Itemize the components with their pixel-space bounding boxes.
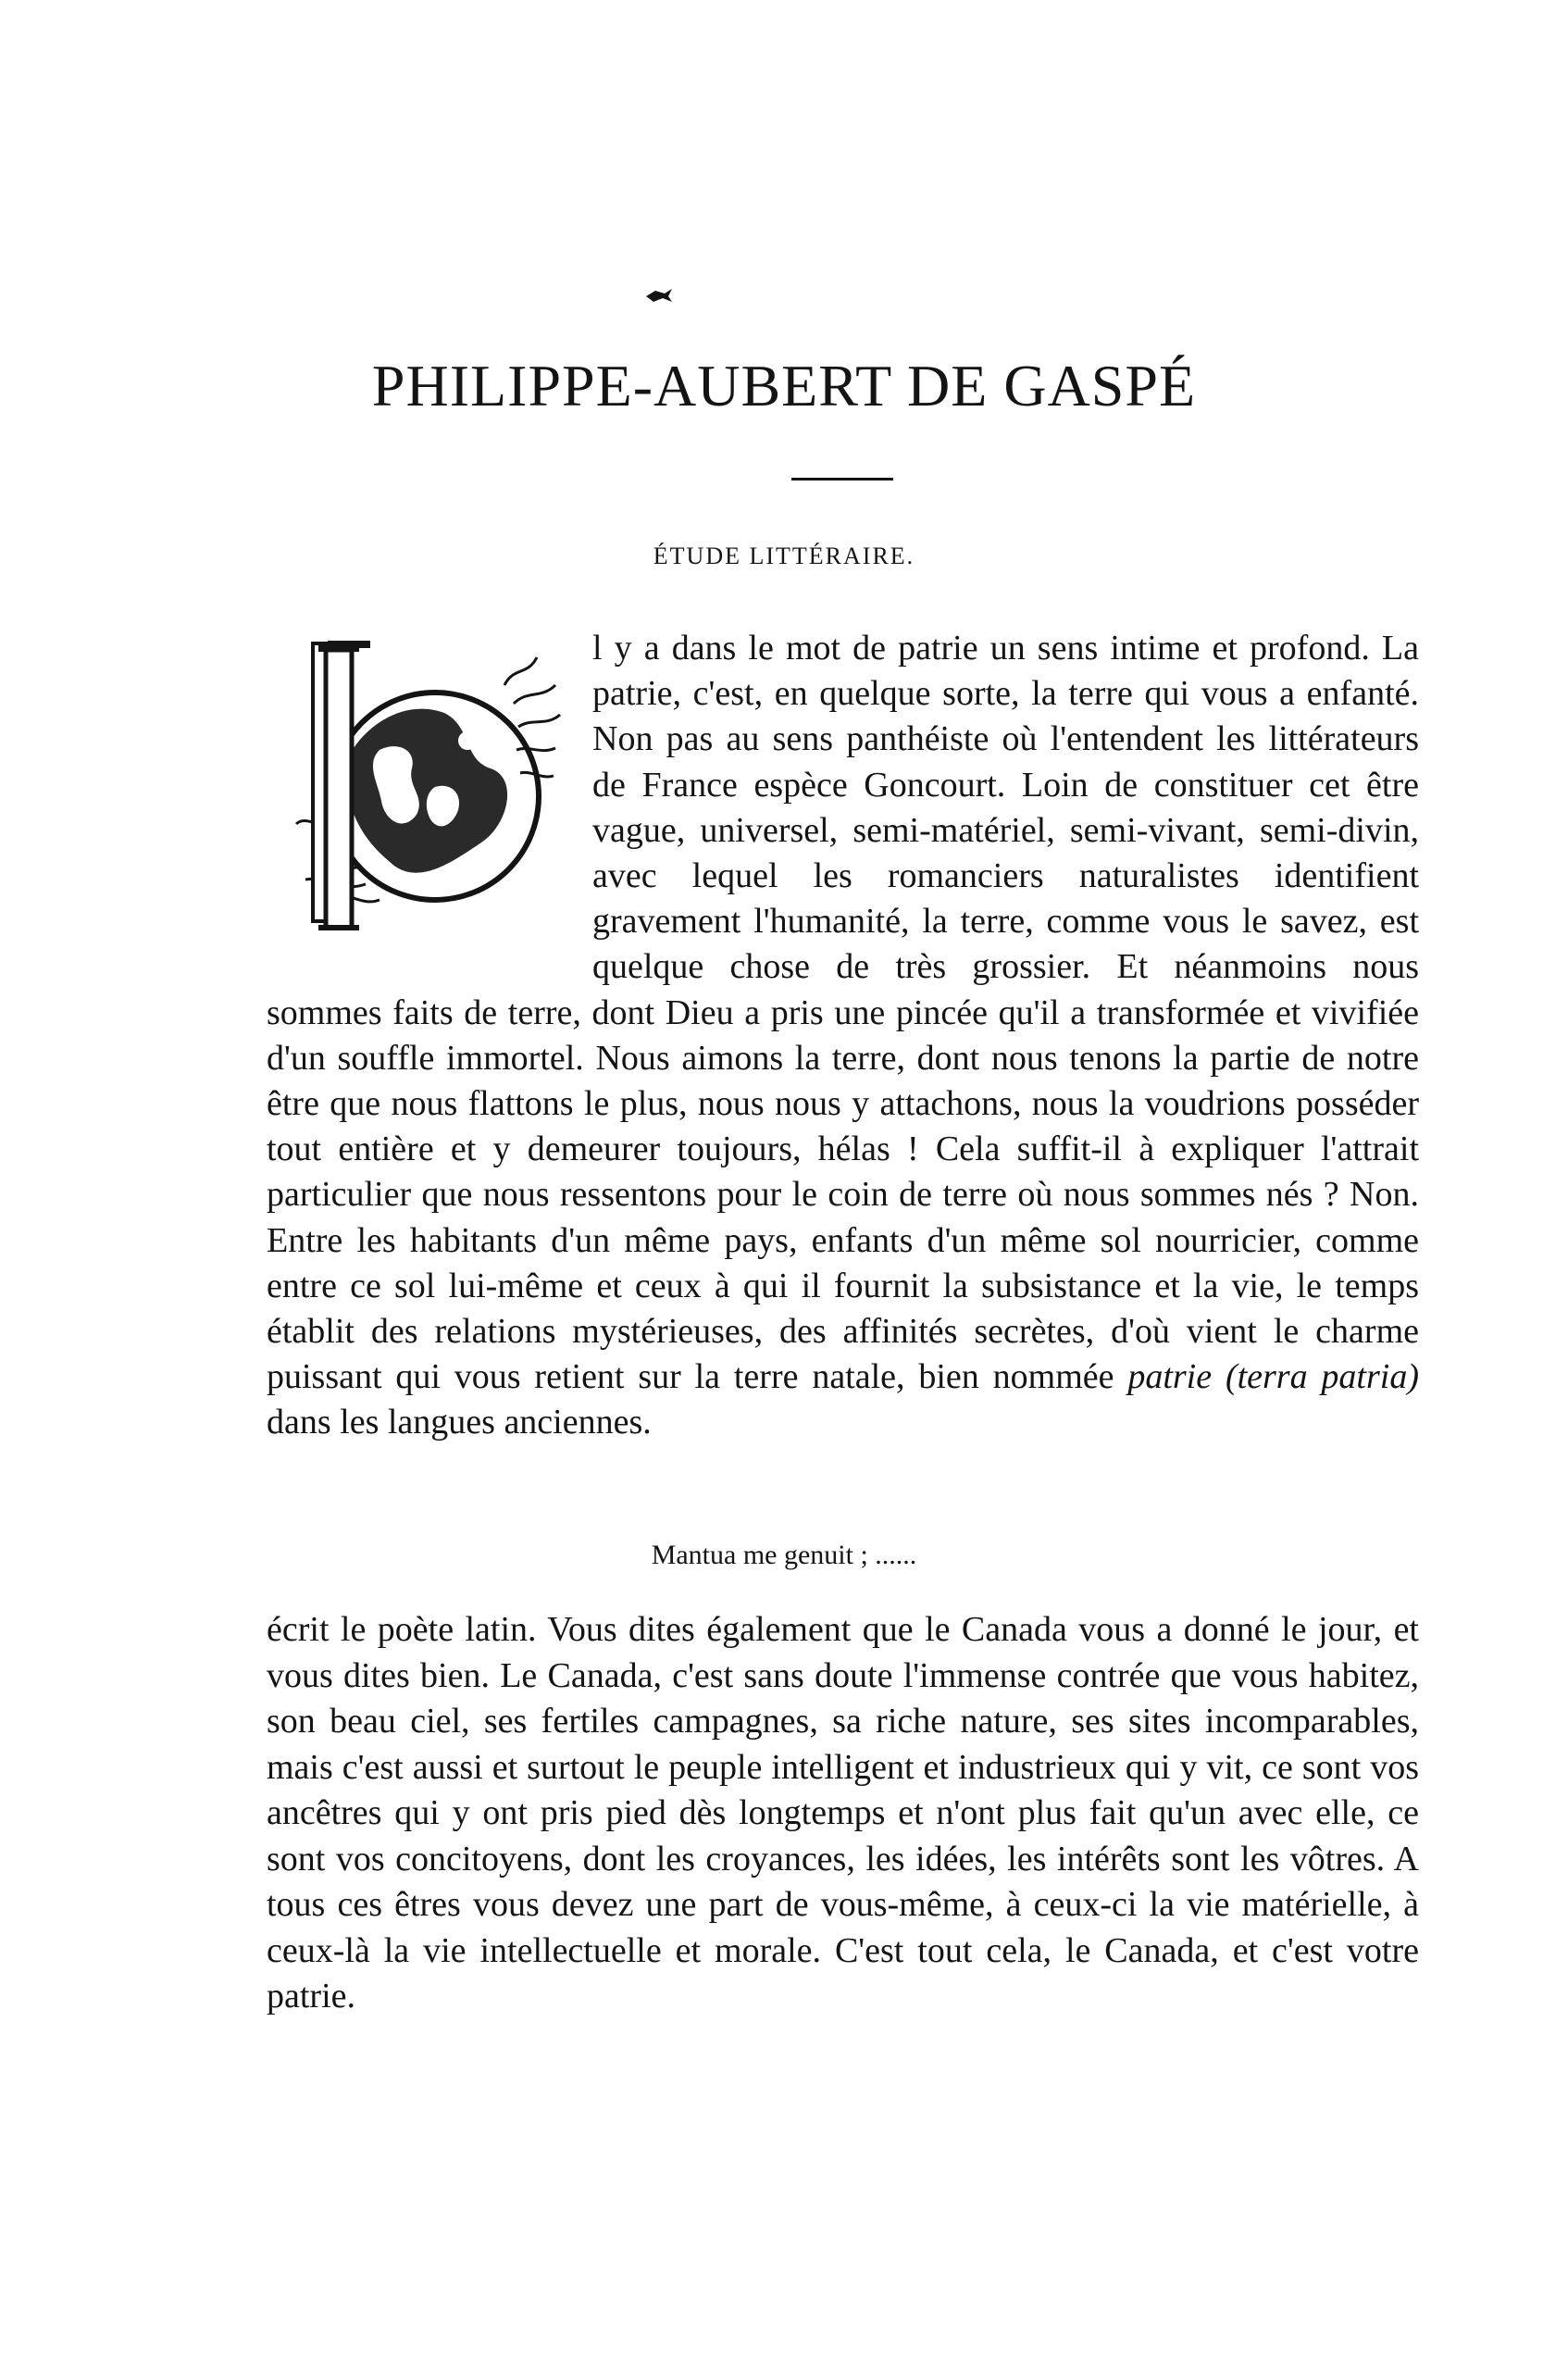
dropcap-letter: I <box>339 685 340 686</box>
page-title: PHILIPPE-AUBERT DE GASPÉ <box>371 353 1197 418</box>
paragraph-1-end: dans les langues anciennes. <box>267 1403 652 1442</box>
paragraph-1 <box>267 626 1419 1446</box>
title-divider <box>791 478 893 481</box>
section-subtitle: ÉTUDE LITTÉRAIRE. <box>653 543 915 569</box>
paragraph-2: écrit le poète latin. Vous dites également que le Canada vous a donné le jour, et vous dites bien. Le Canada, c'est sans doute l'immense contrée que vous habitez, son beau ciel, ses fertiles campagnes, sa riche nature, ses sites incomparables, mais c'est aussi et surtout le peuple intelligent et industrieux qui y vit, ce sont vos ancêtres qui y ont pris pied dès longtemps et n'ont plus fait qu'un avec elle, ce sont vos concitoyens, dont les croyances, les idées, les intérêts sont les vôtres. A tous ces êtres vous devez une part de vous-même, à ceux-ci la vie matérielle, à ceux-là la vie intellectuelle et morale. C'est tout cela, le Canada, et c'est votre patrie. <box>267 1610 1419 2016</box>
ornament-icon <box>644 285 674 306</box>
paragraph-1-italic: patrie (terra patria) <box>1127 1357 1419 1397</box>
paragraph-1-text: l y a dans le mot de patrie un sens intime et profond. La patrie, c'est, en quelque sorte, la terre qui vous a enfanté. Non pas au sens panthéiste où l'entendent les littérateurs de France espèce Goncourt. Loin de constituer cet être vague, universel, semi-matériel, semi-vivant, semi-divin, avec lequel les romanciers naturalistes identifient gravement l'humanité, la terre, comme vous le savez, est quelque chose de très grossier. Et néanmoins nous sommes faits de terre, dont Dieu a pris une pincée qu'il a transformée et vivifiée d'un souffle immortel. Nous aimons la terre, dont nous tenons la partie de notre être que nous flattons le plus, nous nous y attachons, nous la voudrions posséder tout entière et y demeurer toujours, hélas ! Cela suffit-il à expliquer l'attrait particulier que nous ressentons pour le coin de terre où nous sommes nés ? Non. Entre les habitants d'un même pays, enfants d'un même sol nourricier, comme entre ce sol lui-même et ceux à qui il fournit la subsistance et la vie, le temps établit des relations mystérieuses, des affinités secrètes, d'où vient le charme puissant qui vous retient sur la terre natale, bien nommée <box>267 629 1419 1397</box>
latin-quote: Mantua me genuit ; ...... <box>651 1540 917 1570</box>
